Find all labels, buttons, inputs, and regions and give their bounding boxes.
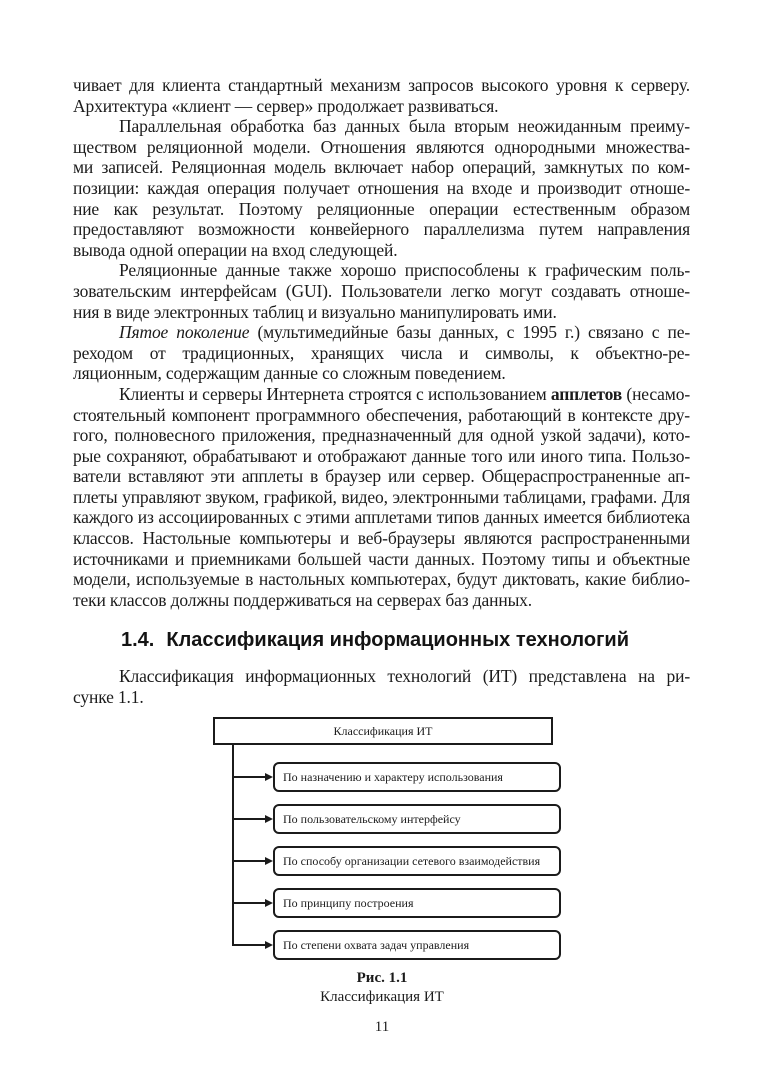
- diagram-child-box: По пользовательскому интерфейсу: [273, 804, 561, 834]
- text-line: позиции: каждая операция получает отношения на входе и производит отноше-: [73, 177, 690, 198]
- text-line: Реляционные данные также хорошо приспособлены к графическим поль-: [119, 260, 690, 281]
- text-line: сунке 1.1.: [73, 686, 144, 707]
- section-number: 1.4.: [121, 629, 155, 651]
- text-line: теки классов должны поддерживаться на серверах баз данных.: [73, 589, 533, 610]
- section-heading: [121, 627, 629, 653]
- text-line: зовательским интерфейсам (GUI). Пользователи легко могут создавать отноше-: [73, 280, 690, 301]
- italic-term: Пятое поколение: [119, 322, 250, 343]
- text-line: ляционным, содержащим данные со сложным поведением.: [73, 363, 506, 384]
- arrow-head-icon: [265, 815, 273, 823]
- arrow-head-icon: [265, 941, 273, 949]
- arrow-line: [232, 860, 266, 862]
- paragraph-3: [73, 260, 690, 322]
- text-line: ми записей. Реляционная модель включает набор операций, замкнутых по ком-: [73, 157, 690, 178]
- body-text: [73, 75, 690, 610]
- diagram-child-box: По принципу построения: [273, 888, 561, 918]
- text-line: рые сохраняют, обрабатывают и отображают данные того или иного типа. Пользо-: [73, 445, 690, 466]
- text-line: каждого из ассоциированных с этими апплетами типов данных имеется библиотека: [73, 507, 690, 528]
- arrow-line: [232, 944, 266, 946]
- text-line: Архитектура «клиент — сервер» продолжает развиваться.: [73, 95, 499, 116]
- arrow-line: [232, 776, 266, 778]
- section-intro: [73, 666, 690, 707]
- text-line: предоставляют возможности конвейерного параллелизма путем направления: [73, 219, 690, 240]
- arrow-head-icon: [265, 773, 273, 781]
- text-line: классов. Настольные компьютеры и веб-браузеры являются распространенными: [73, 528, 690, 549]
- arrow-head-icon: [265, 899, 273, 907]
- figure-caption-label: Рис. 1.1: [356, 970, 408, 986]
- paragraph-4: [73, 322, 690, 384]
- diagram-root-box: Классификация ИТ: [213, 717, 553, 745]
- text-line: ществом реляционной модели. Отношения являются однородными множества-: [73, 136, 690, 157]
- diagram-child-box: По способу организации сетевого взаимодействия: [273, 846, 561, 876]
- text-line: плеты управляют звуком, графикой, видео, электронными таблицами, графами. Для: [73, 486, 690, 507]
- section-title: Классификация информационных технологий: [166, 629, 629, 651]
- text-line: стоятельный компонент программного обеспечения, работающий в контексте дру-: [73, 404, 690, 425]
- paragraph-1: [73, 75, 690, 116]
- text-line: ватели вставляют эти апплеты в браузер или сервер. Общераспространенные ап-: [73, 466, 690, 487]
- text-line: реходом от традиционных, хранящих числа и символы, к объектно-ре-: [73, 342, 690, 363]
- text-line: Классификация информационных технологий (ИТ) представлена на ри-: [119, 666, 690, 686]
- text-span: (несамо-: [622, 383, 691, 404]
- text-span: (мультимедийные базы данных, с 1995 г.) связано с пе-: [249, 322, 690, 343]
- text-line: вывода одной операции на вход следующей.: [73, 239, 398, 260]
- paragraph-5: [73, 384, 690, 611]
- text-line: Параллельная обработка баз данных была вторым неожиданным преиму-: [119, 116, 690, 137]
- arrow-line: [232, 818, 266, 820]
- figure-caption-title: Классификация ИТ: [320, 989, 444, 1005]
- text-line: гого, полновесного приложения, предназначенный для одной узкой задачи), кото-: [73, 425, 690, 446]
- text-line: [73, 384, 690, 405]
- text-line: модели, используемые в настольных компьютерах, будут диктовать, какие библио-: [73, 569, 690, 590]
- text-span: Клиенты и серверы Интернета строятся с использованием: [119, 383, 551, 404]
- diagram-child-box: По степени охвата задач управления: [273, 930, 561, 960]
- text-line: ния в виде электронных таблиц и визуально манипулировать ими.: [73, 301, 557, 322]
- text-line: чивает для клиента стандартный механизм запросов высокого уровня к серверу.: [73, 75, 690, 95]
- bold-term: апплетов: [550, 383, 623, 404]
- text-line: [73, 322, 690, 343]
- text-line: источниками и приемниками большей части данных. Поэтому типы и объектные: [73, 548, 690, 569]
- text-line: ние как результат. Поэтому реляционные операции естественным образом: [73, 198, 690, 219]
- diagram-child-box: По назначению и характеру использования: [273, 762, 561, 792]
- arrow-line: [232, 902, 266, 904]
- arrow-head-icon: [265, 857, 273, 865]
- page-number: 11: [374, 1019, 390, 1035]
- paragraph-2: [73, 116, 690, 260]
